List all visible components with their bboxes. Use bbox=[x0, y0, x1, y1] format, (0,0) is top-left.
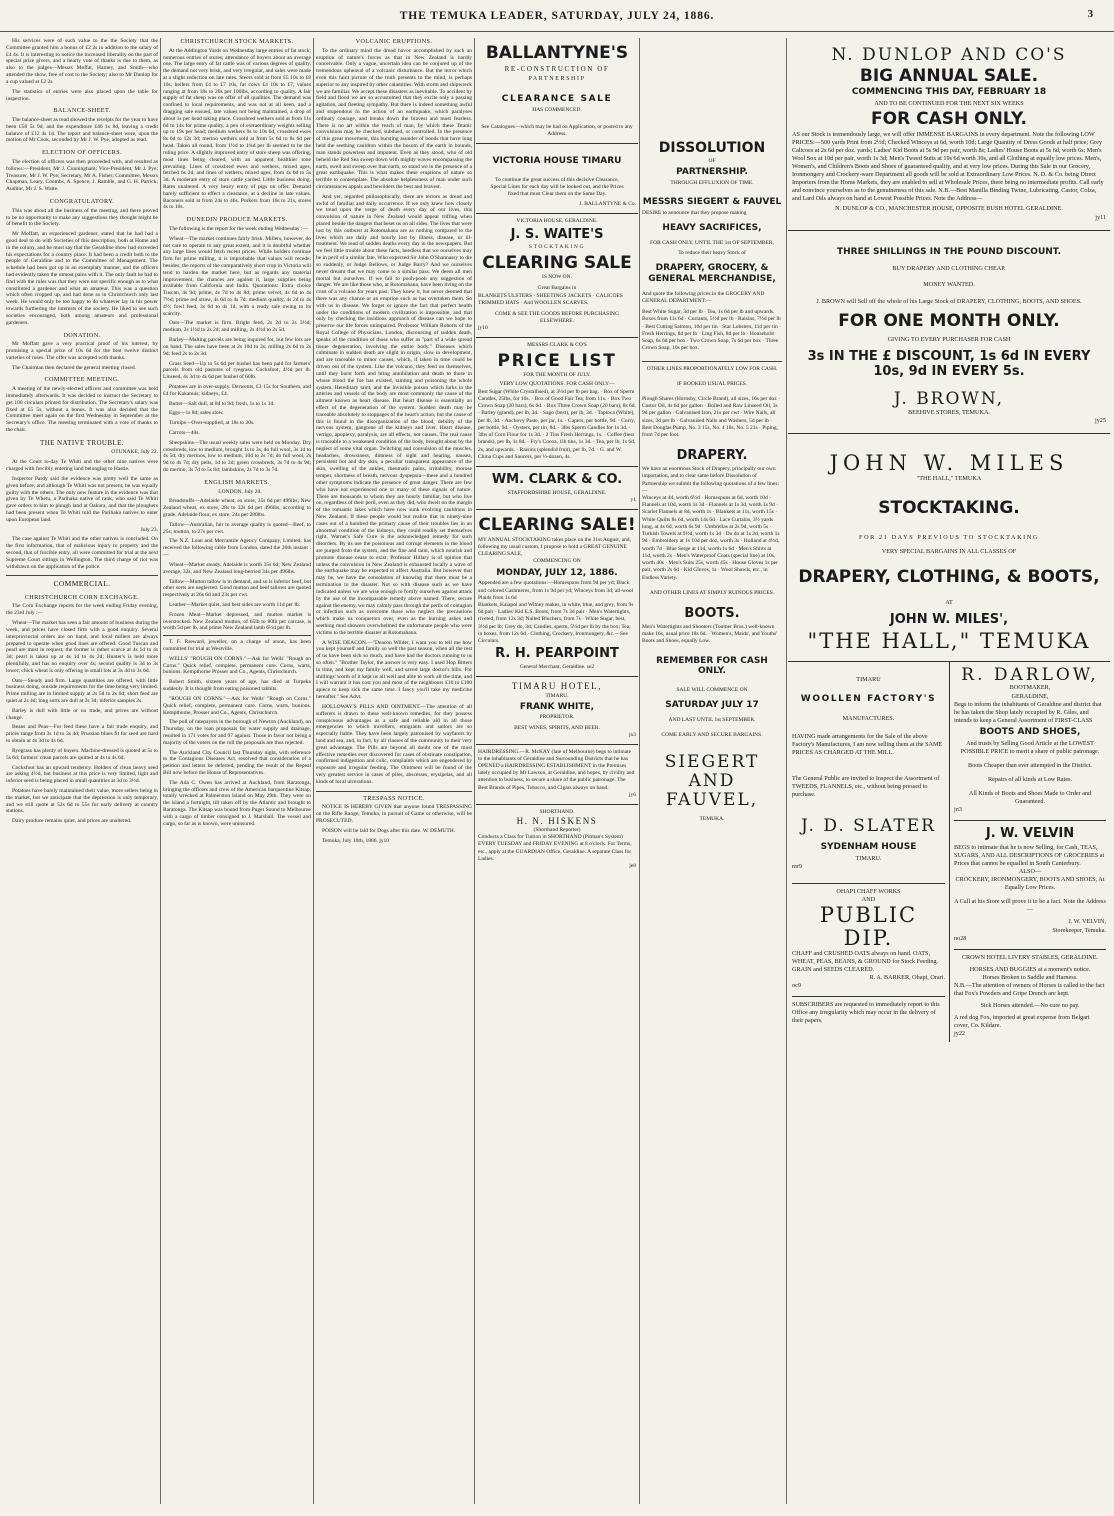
ad-heading: BIG ANNUAL SALE. bbox=[859, 65, 1039, 86]
ad-sign: "THE HALL," TEMUKA bbox=[807, 628, 1091, 653]
ad-hairdressing bbox=[476, 744, 638, 804]
ad-subscribers bbox=[792, 996, 945, 1025]
ad-code: jy22 bbox=[954, 1030, 966, 1038]
ad-heading: 3s IN THE £ DISCOUNT, 1s 6d IN EVERY 10s, 9d IN EVERY 5s. bbox=[807, 349, 1091, 380]
ad-title: R. DARLOW, bbox=[961, 664, 1099, 685]
ad-heading: REMEMBER FOR CASH ONLY. bbox=[656, 655, 768, 677]
ad-body: And quote the following prices in the GROCERY AND GENERAL DEPARTMENT:— bbox=[642, 290, 765, 304]
ad-line: GIVING TO EVERY PURCHASER FOR CASH bbox=[887, 336, 1011, 344]
paragraph: Oats—Steady and firm. Large quantities are offered, with little business doing, outside requirements for the time being very limited. Prime milling are in limited supply at 2s 5d to 2s 6d; short feed are quiet at 2s 4d; long sorts are dull at 2s 3d; inferior samples 2s. bbox=[6, 677, 158, 705]
paragraph: Mr Moffatt, an experienced gardener, stated that he had had a good deal to do with Societies of this description, both at Home and in the colony, and he must say that the Geraldine show had exceeded his expectations for a country place. It had been a credit both to the people of Geraldine and to the Committee of Management. The schedule had been got up in an exemplary manner, and the officers had evidently taken the utmost pains with it. The only fault he had to find with the rules was that they were not specific enough as to what constituted a gardener and what an amateur. This was a question which often cropped up, and had done so in Christchurch only last week. He would only be too happy to do whatever lay in his power towards furthering the interests of the society. He liked to see such societies encouraged, both among amateurs and professional gardeners. bbox=[6, 231, 158, 326]
ad-heading: COMMENCING THIS DAY, FEBRUARY 18 bbox=[851, 87, 1047, 98]
ad-body: Appended are a few quotations:—Homespuns from 9d per yd; Black and colored Cashmeres, from 1s 9d per yd; Winceys from 3d; all-wool Plaids from 1s 6d bbox=[478, 580, 634, 601]
column-rule bbox=[313, 38, 314, 1504]
paragraph: POISON will be laid for Dogs after this date. W. DEMUTH. bbox=[322, 827, 456, 834]
ad-row bbox=[788, 661, 1110, 1042]
column-rule bbox=[160, 38, 161, 1504]
ad-ballantyne bbox=[476, 38, 638, 143]
ad-code: jy10 bbox=[478, 325, 488, 332]
ad-line: General Merchant, Geraldine. se2 bbox=[519, 664, 595, 671]
ad-code: oc9 bbox=[792, 982, 801, 990]
ad-line: VERY SPECIAL BARGAINS IN ALL CLASSES OF bbox=[881, 547, 1017, 555]
ad-heading: BOOTS AND SHOES, bbox=[979, 726, 1081, 737]
ad-timaru-hotel bbox=[476, 676, 638, 744]
ad-line: AND OTHER LINES AT SIMPLY RUINOUS PRICES. bbox=[649, 589, 775, 596]
paragraph: Oats—The market is firm. Bright feed, 2s 2d to 2s 3½d; medium, 2s 1½d to 2s 2d; and milling, 2s 4½d to 2s 5d. bbox=[163, 320, 311, 334]
paragraph: A WISE DEACON.—"Deacon Wilder, I want you to tell me how you kept yourself and family so well the past season, when all the rest of us have been sick so much, and have had the doctors running to us so often." "Brother Taylor, the answer is very easy. I used Hop Bitters in time, and kept my family well, and saved large doctor's bills. For shillings' worth of it kept us all well and able to work all the time, and I will warrant it has cost you and most of the neighbours £10 to £100 apiece to keep sick the same time. I fancy you'll take my medicine hereafter." See Advt. bbox=[316, 639, 472, 701]
paragraph: The balance-sheet as read showed the receipts for the year to have been £58 5s 9d, and the expenditure £46 1s 8d, leaving a credit balance of £12 4s 1d. The report and balance-sheet were, upon the motion of Mr Cook, seconded by Mr J. W. Pye, adopted as read. bbox=[6, 117, 158, 144]
paragraph: Inspector Pardy said the evidence was pretty well the same as given before, and although Te Whiti was not present, he was equally guilty with the others. The only new feature in the evidence was that given by Te Whetu, a Parihaka native of rank, who said Te Whiti gave orders to him to plough land at Oakura, and that the ploughers had been present when Te Whiti told the Parihaka natives to enter upon European land. bbox=[6, 475, 158, 523]
paragraph: Wheat—The market has seen a fair amount of business during the week, and prices have closed firm with a good enquiry. Several interprovincial orders are on hand, and local millers are always prepared to operate when good lines are offered. Good Tuscan and pearl are most in request; the former is rather scarce at 4s 1d to 4s 3d; pearl is taken up at 4s 1d to 4s 2d; Hunter's is held more plentifully, and has no enquiry over 4s; second quality is 3d to 3s lower; chick wheat is only offering in small lots at 3s 4d to 3s 6d. bbox=[6, 620, 158, 674]
ad-sign: N. DUNLOP & CO., MANCHESTER HOUSE, OPPOSITE BUSH HOTEL GERALDINE. bbox=[835, 205, 1063, 213]
paragraph: Temuka, July 10th, 1886. jy10 bbox=[322, 837, 389, 844]
paragraph: The Corn Exchange reports for the week ending Friday evening, the 23rd July :— bbox=[6, 603, 158, 617]
ad-line: STOCKTAKING bbox=[528, 244, 586, 251]
paragraph: And yet, regarded philosophically, there are terrors as dread and awful of familiar and daily occurrence. If we only knew how closely we tread upon the verge of death every day of our lives, this convulsion of nature in New Zealand would appear trifling when placed beside the dangers that beset us on all sides. The lives that were lost by this outburst at Rotomahana are as nothing compared to the lives which are daily and hourly lost by illness, disease, or ill-treatment. We read of sudden deaths every day in the newspapers. But we feel little trouble about these facts, heedless that we ourselves may be in peril of a similar fate. Who expected Sir John O'Shannassy to die so suddenly, or Judge Bellows, or Judge Barry? And we ourselves never dreamt that we may come to a similar pass. We deem all men mortal but ourselves. If we fail to pooh-pooh any suggestion of danger. We are like those who, at Rotomahana, have been living on the crust of a volcano for years past. They knew it, but never deemed that there was any chance or an eruption such as has overtaken them. So with us in disease. We forget or ignore the fact that perfect health under the conditions of modern civilization is impossible, and that only by checking the insidious approach of disease can we hope to preserve our life forces unimpaired. Professor William Roberts of the Royal College of Physicians, London, discoursing of sudden death, speaks of the condition of those who suffer as "part of a wide spread tissue degeneration, involving the entire body." Diseases which culminate in sudden death are slight in origin, slow in development, and are traceable to minor causes, which, if taken in time could be driven out of the system. Like the volcano, they feed on themselves, until they burst forth and bring annihilation and death to those in whose blood the foe has existed, tainting and poisoning the whole system. Hereditary taint, and the invisible poison which lurks in the arteries and vessels of the body are most commonly the cause of the ailment known as heart disease. But heart disease is essentially an effect of the degeneration of the system. Sudden death may be traceable absolutely to stoppages of the heart's action, but the cause of this is found in the disorganization of the blood, debility of the nervous system, gangrene of the kidneys and liver. Heart disease, vertigo, apoplexy, paralysis, are all effects, not causes. The real cause is traceable to a weakened condition of the body, brought about by the neglect of some vital organ. Twitching and convulsion of the muscles, headaches, drowsiness, dimness of sight and hearing, nausea, persistent hot and dry skin, a peculiar transparent appearance of the skin, swelling of the ankles, rheumatic pains, irritability, morose temper, shortness of breath, nervous dyspepsia—these and a hundred other symptoms indicate the presence of great danger. There are few who have not experienced one or many of these signals of nature. There are thousands to whom they are hourly familiar, but who live on, regardless of their peril, even as they did, who dwelt on the margin of the romantic lakes which have now sunk evolving cauldrons in New Zealand. If these people would but realise that in ninety-nine cases out of a hundred the primary cause of their troubles lies in an abnormal condition of the kidneys, they could readily set themselves right. Warner's Safe Cure is the acknowledged remedy for such disorders. By its use the poisonous and corrupt elements in the blood are purged from the system, and the fine and taint, which nourish and promote disease cease to exist. Professor Hillary is of opinion that unless the convulsion in New Zealand is exhausted locally a wave of the earthquake may be expected to affect Australia. But however that may be, we have the consolation of knowing that there must be a termination to the disaster. Not so with disease such as we have indicated unless we are wise enough to fortify ourselves against attack by the use of the incomparable remedy above named. There, secure against the enemy, we may calmly pass through the perils of contagion or infection such as overcome those who neglect the precautions which make us conquerors over, even as the burning ashes and seething mud showers overwhelmed the unfortunate people who were victims to the terrible disaster at Rotomahana. bbox=[316, 193, 472, 636]
column-2 bbox=[163, 38, 311, 1504]
ad-line: VERY LOW QUOTATIONS. FOR CASH ONLY— bbox=[499, 381, 615, 388]
subheading: TRESPASS NOTICE. bbox=[316, 791, 472, 803]
paragraph: Robert Smith, sixteen years of age, has died at Turpeka suddenly. It is thought from eating poisoned rabbits. bbox=[163, 679, 311, 693]
ad-body: HAVING made arrangements for the Sale of the above Factory's Manufactures, I am now selling them at the SAME PRICES AS CHARGED AT THE MILL. bbox=[792, 732, 943, 756]
ad-title: PUBLIC DIP. bbox=[819, 902, 918, 950]
ad-wm-clark bbox=[476, 466, 638, 509]
paragraph: Sheepskins—The usual weekly sales were held on Monday. Dry crossbreds, low to medium, brought 1s to 3s, do full wool, 3s 1d to 4s 5d; dry merinos, low to medium, 10d to 2s 7d; do full wool, 2s 9d to 4s 7d; dry pelts, 1d to 2d; green crossbreds, 3s 7d to 4s 9d; do merino, 3s 7d to 5s 8d; lambskins, 2s 7d to 3s 7d. bbox=[163, 439, 311, 474]
ad-line: THROUGH EFFLUXION OF TIME. bbox=[670, 180, 754, 187]
ad-title: CROWN HOTEL LIVERY STABLES, GERALDINE. bbox=[961, 953, 1099, 961]
ad-heading: JOHN W. MILES', bbox=[889, 611, 1009, 627]
paragraph: Mr Moffatt gave a very practical proof of his interest, by promising a special prize of 10s 6d for the best twelve distinct varieties of roses. The offer was accepted with thanks. bbox=[6, 341, 158, 361]
ad-line: SALE WILL COMMENCE ON bbox=[676, 687, 748, 694]
ad-line: Repairs of all kinds at Low Rates. bbox=[987, 775, 1073, 783]
ad-line: FOR THE MONTH OF JULY. bbox=[523, 372, 591, 379]
ad-body: HAIRDRESSING.—R. McKAY (late of Melbourne) begs to intimate to the inhabitants of Geraldine and Surrounding Districts that he has OPENED a HAIRDRESSING ESTABLISHMENT in the Premises lately occupied by Mr Lawson, at Geraldine, and hopes, by civility and attention to business, to secure a share of the public patronage. The Best Brands of Pipes, Tobacco, and Cigars always on hand. bbox=[478, 748, 635, 791]
page-title: THE TEMUKA LEADER, SATURDAY, JULY 24, 1886. bbox=[399, 9, 715, 22]
ad-line: BOOTMAKER, bbox=[1009, 684, 1051, 692]
paragraph: NOTICE IS HEREBY GIVEN that anyone found TRESPASSING on the Rifle Range, Temuka, in pursuit of Game or otherwise, will be PROSECUTED. bbox=[316, 804, 472, 824]
ad-line: AT bbox=[945, 598, 953, 606]
ad-body: Conducts a Class for Tuition in SHORTHAND (Pitman's System) EVERY TUESDAY and FRIDAY EVENING at 8 o'clock. For Terms, etc., apply at the GUARDIAN Office, Geraldine. A separate Class for Ladies. bbox=[478, 834, 632, 862]
paragraph: To the ordinary mind the dread havoc accomplished by such an eruption of nature's forces as that in New Zealand is hardly conceivable. Only a vague, uncertain idea can be conjured up of the tremendous upheaval of a volcanic disturbance. But the terror which even this faint picture of the truth presents to the mind, is perhaps superior to any inspired by other calamities. With storm and shipwreck we are familiar. We accept these disasters as inevitable. To accident by field and flood we are so accustomed that they excite only a passing agitation, and fleeting sympathy. But there is indeed something awful and stupendous in the action of an earthquake, which paralyses ordinary courage, and breaks down the bravest and most fearless. There is no art within the reach of man, by which these Titanic convulsions may be checked, subdued, or controlled. In the presence of this great movement, this bursting asunder of bonds that have long held the seething cauldron within the bosom of the earth in bounds, man stands powerless and impotent. Even as they stood, who of old beheld the Red Sea sweep down with mighty waves encompassing the earth, swell and sweep over that earth, so stand we in the presence of a great earthquake. This is what makes these eruptions of nature so terrible to contemplate. The absolute helplessness of man under such circumstances appals and bewilders the best and bravest. bbox=[316, 47, 472, 190]
ad-code: jn3 bbox=[954, 805, 962, 813]
ad-body: To continue the great success of this decisive Clearance, Special Lines for each day will be looked out, and the Prices fixed that must Clear them on the Same Day. bbox=[490, 176, 624, 198]
ad-line: TIMARU. bbox=[545, 692, 569, 699]
ad-heading: PARTNERSHIP. bbox=[676, 167, 748, 178]
ad-body: CHAFF and CRUSHED OATS always on hand. OATS, WHEAT, PEAS, BEANS, & GROUND for Stock Feeding. GRAIN and SEEDS CLEARED. bbox=[792, 950, 939, 974]
ad-body: A red dog Fox, imported at great expense from Belgart cover, Co. Kildare. bbox=[954, 1014, 1090, 1030]
paragraph: The statistics of entries were also placed upon the table for inspection. bbox=[6, 88, 158, 102]
ad-body: Blankets, Kaiapoi and Witney makes, in white, blue, and grey, from 9s 6d pair · Ladies' Kid E.S. Boots, from 7s 3d pair · Men's Watertights, riveted, from 12s 3d; Nailed Bluchers, from 7s · White Sugar, best, 3½d per lb; Grey do, 3d; Candles, sperm, 5½d per lb by the box; Tea, in boxes, from 12s 6d · Clothing, Crockery, Ironmongery, &c.—See Circulars. bbox=[478, 601, 634, 645]
column-rule bbox=[474, 38, 475, 1504]
paragraph: The case against Te Whiti and the other natives is concluded. On the first information, that of malicious injury to property and the second, that of forcible entry, all were committed for trial at the next Supreme Court sittings in Wellington. The third charge of riot was withdrawn on the application of the police. bbox=[6, 536, 158, 570]
ad-heading: BOOTS. bbox=[684, 605, 740, 621]
ad-line: FOR 21 DAYS PREVIOUS TO STOCKTAKING bbox=[859, 533, 1039, 541]
ad-heading: CLEARANCE SALE bbox=[501, 93, 613, 104]
ad-line: BUY DRAPERY AND CLOTHING CHEAP. bbox=[892, 265, 1006, 273]
ad-price-list: Best White Sugar, 3d per lb · Tea, 1s 6d per lb and upwards. Boxes from 11s 6d · Currants, 5½d per lb · Raisins, 7½d per lb · Best Cutting Salmon, 10d per tin · Star Lobsters, 11d per tin · Fresh Herrings, 8d per lb · Ling Fish, 8d per lb · Household Soap, 6s 6d per box · Two Crown Soap, 7s 6d per box · Three Crown Soap, 10s per box. bbox=[642, 309, 781, 352]
paragraph: Breadstuffs—Adelaide wheat, ex store, 35s 6d per 496lbs; New Zealand wheat, ex store, 28s to 32s 6d per 496lbs, according to grade. Adelaide flour, ex store, 24s per 280lbs. bbox=[163, 498, 311, 518]
ad-sign: R. H. PEARPOINT bbox=[495, 646, 619, 662]
ad-line: VICTORIA HOUSE, GERALDINE. bbox=[516, 218, 598, 225]
ad-sign: R. A. BARKER, Ohapi, Orari. bbox=[869, 974, 945, 982]
ad-woollen-factory bbox=[788, 662, 949, 1042]
paragraph: Dairy produce remains quiet, and prices are unaltered. bbox=[12, 818, 132, 825]
section-heading: COMMERCIAL. bbox=[6, 575, 158, 588]
ad-heading: MONDAY, JULY 12, 1886. bbox=[496, 567, 618, 578]
ad-line: MANUFACTURES. bbox=[842, 714, 895, 722]
ad-line: AND TO BE CONTINUED FOR THE NEXT SIX WEEKS bbox=[874, 100, 1024, 108]
ad-brown bbox=[788, 230, 1110, 433]
ad-heading: DRAPERY, GROCERY, & GENERAL MERCHANDISE, bbox=[648, 263, 776, 284]
subheading: BALANCE-SHEET. bbox=[53, 107, 111, 115]
ad-code: jn3 bbox=[628, 731, 636, 738]
ad-miles bbox=[788, 433, 1110, 661]
ad-code: jy6 bbox=[628, 791, 636, 798]
ad-shorthand bbox=[476, 804, 638, 875]
paragraph: Wheat—The market continues fairly brisk. Millers, however, do not care to operate to any great extent, and it is doubtful whether any large lines would fetch recent prices. While holders continue firm for prime milling, it is improbable that values will recede; besides, the reports of the comparatively short crop in Victoria will tend to harden the market here, but as regards any material improvement, the chances are against it, large supplies being available from California and India. Quotations: Extra choice Tuscan, 4s 9d; prime, 4s 7d to 4s 8d; prime velvet, 4s 6d to 4s 7½d; prime red straw, 4s 6d to 4s 7d; medium quality, 4s 2d to 4s 4½; fowl feed, 3s 6d to 4s 1d, with a ready sale owing to its scarcity. bbox=[163, 235, 311, 317]
ad-body: And trusts by Selling Good Article at the LOWEST POSSIBLE PRICE to merit a share of public patronage. bbox=[960, 739, 1100, 755]
ad-line: Storekeeper, Temuka. bbox=[1052, 926, 1106, 934]
ad-title: WM. CLARK & CO. bbox=[491, 472, 623, 488]
subheading: DUNEDIN PRODUCE MARKETS. bbox=[186, 216, 288, 224]
ad-body: A Call at his Store will prove it to be a fact. Note the Address— bbox=[954, 898, 1106, 914]
ad-line: Boots Cheaper than ever attempted in the District. bbox=[967, 761, 1093, 769]
dateline: LONDON, July 20. bbox=[218, 488, 262, 495]
paragraph: The election of officers was then proceeded with, and resulted as follows:—President, Mr J. Cunningham; Vice-President, Mr J. Pye; Treasurer, Mr J. W. Pye; Secretary, Mr A. Fisher; Committee, Messrs Chapman, Leary, Coombs, A. Spence, J. Ramble, and G. H. Patrick; Auditor, Mr J. S. Waite. bbox=[6, 158, 158, 193]
paragraph: Carrots—40s. bbox=[169, 430, 200, 436]
ad-line: GERALDINE, bbox=[1011, 692, 1049, 700]
ad-crown-hotel bbox=[954, 949, 1106, 1039]
ad-line: BEEHIVE STORES, TEMUKA. bbox=[908, 408, 990, 416]
ad-code: y1 bbox=[630, 497, 636, 504]
column-4 bbox=[476, 38, 638, 1504]
paragraph: Tallow—Mutton tallow is in demand, and so is inferior beef, but other sorts are neglected. Good mutton and beef tallows are quoted respectively at 26s 6d and 23s per cwt. bbox=[163, 578, 311, 599]
ad-body: J. BROWN will Sell off the whole of his Large Stock of DRAPERY, CLOTHING, BOOTS, AND SHOES. bbox=[816, 297, 1082, 305]
ad-title: H. N. HISKENS bbox=[516, 816, 598, 826]
ad-heading: FOR CASH ONLY. bbox=[871, 109, 1027, 130]
ad-heading: CLEARING SALE bbox=[482, 252, 632, 273]
paragraph: Potatoes have barely maintained their value, more sellers being in the market, but we anticipate that the depression is only temporary, and we still quote at 52s 6d to 55s for early delivery at country stations. bbox=[6, 787, 158, 815]
masthead bbox=[0, 0, 1114, 32]
paragraph: Ryegrass has plenty of buyers. Machine-dressed is quoted at 5s to 5s 6d; farmers' clean parcels are quitted at 4s to 4s 6d. bbox=[6, 747, 158, 761]
column-rule bbox=[786, 38, 787, 1504]
dateline: July 23. bbox=[140, 526, 158, 533]
ad-line: ALSO— bbox=[1018, 868, 1042, 876]
subheading: CHRISTCHURCH STOCK MARKETS. bbox=[180, 38, 294, 45]
column-1 bbox=[6, 38, 158, 1504]
paragraph: Wheat—Market steady. Adelaide is worth 35s 6d; New Zealand average, 32s, and New Zealand long-berried 34s per 496lbs. bbox=[163, 561, 311, 575]
ad-line: Great Bargains in bbox=[537, 285, 577, 292]
subheading: COMMITTEE MEETING. bbox=[44, 376, 120, 384]
paragraph: Beans and Peas—For feed these have a fair trade enquiry, and prices range from 3s 1d to 3s 4d; Prussian blues fit for seed are hard to obtain at 4s 3d to 4s 6d. bbox=[6, 724, 158, 745]
ad-body: See Catalogues—which may be had on Application, or posted to any Address. bbox=[481, 123, 633, 137]
paragraph: Turnips—Over-supplied, at 18s to 20s. bbox=[169, 420, 255, 427]
ad-line: OHAPI CHAFF WORKS bbox=[836, 887, 901, 895]
ad-code: jy11 bbox=[1095, 213, 1106, 221]
ad-line: HAS COMMENCED. bbox=[532, 106, 582, 113]
ad-line: BEST WINES, SPIRITS, AND BEER. bbox=[514, 724, 600, 731]
ad-line: Horses Broken to Saddle and Harness. bbox=[982, 973, 1078, 981]
ad-line: IS NOW ON. bbox=[542, 274, 572, 281]
paragraph: Frozen Meat—Market depressed, and mutton market is overstocked. New Zealand mutton, of 65lb to 80lb per carcase, is worth 5d per lb, and prime New Zealand lamb 6½d per lb. bbox=[163, 611, 311, 632]
subheading: CHRISTCHURCH CORN EXCHANGE. bbox=[24, 593, 140, 601]
ad-code: mr9 bbox=[792, 862, 802, 870]
ad-price-list: Best Sugar (White Crystallised), at 3½d per lb per bag. · Box of Sperm Candles, 25lbs, for 10s. · Box of Good Fair Tea, from 11s. · Box Two Crown Soap (20 bars), 6s 6d. · Box Three Crown Soap (20 bars), 8s 6d. · Barley (grand), per lb, 3d. · Sago (best), per lb, 3d. · Tapioca (White), per lb, 3d. · Anchovy Paste, per jar, 1s. · Capers, per bottle, 9d. · Curry, per bottle, 9d. · Oysters, per tin, 8d. · 3lbs Sperm Candles for 1s 3d. · 3lbs of Corn Flour for 1s 3d. · 2 Tins Fresh Herrings, 1s. · Coffee (best brands), per lb, 1s 8d. · Fry's Cocoa, 1lb tins, 1s 3d. · Tea, per lb, 1s 6d, 2s, and upwards. · Raisins (splendid fruit), per lb, 7d. · G. and W. China Cups and Saucers, per ½-dozen, 4s. bbox=[478, 388, 636, 460]
ad-line: TIMARU bbox=[856, 675, 881, 683]
ad-body: Men's Watertights and Shooters (Toomer Bros.) well-known make 16s, usual price 18s 6d. · Women's, Maids', and Youths' Boots and Shoes, equally Low. bbox=[642, 623, 778, 645]
ad-body: DESIRE to announce that they propose making bbox=[642, 209, 747, 216]
ad-sign: SIEGERT AND FAUVEL, bbox=[664, 752, 760, 810]
ad-line: COMMENCING ON bbox=[533, 558, 581, 565]
paragraph: His services were of such value to the the Society that the Committee granted him a bonus of £2 2s in addition to the salary of £4 4s. It is interesting to notice the increased liberality on the part of special prize givers, and a hearty vote of thanks is due to them, as also to the judges—Messrs Moffat, Harney, and Smith—who attended the show, free of cost to the Society; also to Mr Dunlop for a cup valued at £2 2s. bbox=[6, 38, 158, 85]
subheading: VOLCANIC ERUPTIONS. bbox=[355, 38, 433, 45]
ad-code: jy25 bbox=[1094, 416, 1106, 424]
ad-heading: STOCKTAKING. bbox=[878, 498, 1020, 519]
ad-line: AND bbox=[861, 895, 876, 903]
paragraph: HOLLOWAY'S PILLS AND OINTMENT.—The attention of all sufferers is drawn to these well-known remedies, for they possess conspicuous advantages as a safe and reliable aid in all those emergencies to which travellers, emigrants and sailors are so especially liable. They have been largely patronised by wayfarers by land and sea, and, in fact, by all classes of the community to their very great advantage. The Pills are beyond all doubt one of the most effective remedies ever discovered for cases of obstinate constipation, confirmed indigestion and colic, complaints which are engendered by exposure and irregular feeding. The Ointment will be found of the very greatest service in cases of piles, abscesses, erysipelas, and all kinds of local ulcerations. bbox=[316, 703, 472, 785]
ad-line: IF BOOKED USUAL PRICES. bbox=[676, 380, 748, 387]
ad-line: COME EARLY AND SECURE BARGAINS. bbox=[661, 732, 763, 739]
ad-line: SHORTHAND. bbox=[539, 808, 575, 815]
ad-velvin bbox=[954, 820, 1106, 943]
paragraph: The Chairman then declared the general meeting closed. bbox=[12, 364, 137, 371]
ad-heading: FOR ONE MONTH ONLY. bbox=[838, 310, 1060, 331]
dateline: OTUNAKE, July 22. bbox=[111, 449, 158, 456]
ad-line: MONEY WANTED. bbox=[923, 281, 975, 289]
paragraph: A meeting of the newly-elected officers and committee was held immediately afterwards. It was decided to instruct the Secretary to get 100 circulars printed for distribution. The Secretary's salary was fixed at £5 5s, without a bonus. It was also decided that the Committee meet again on the first Wednesday in September at the Secretary's office. The meeting terminated with a vote of thanks to the chair. bbox=[6, 386, 158, 433]
ad-heading: DRAPERY, CLOTHING, & BOOTS, bbox=[798, 567, 1100, 587]
paragraph: WELLS' "ROUGH ON CORNS."—Ask for Wells' "Rough on Corns." Quick relief, complete, permanent cure. Corns, warts, bunions. Kempthorne Prosser and Co., Agents, Christchurch. bbox=[163, 655, 311, 676]
ad-body: N.B.—The attention of owners of Horses is called to the fact that Fox's Powders and Gripe Drench are kept. bbox=[954, 981, 1105, 997]
ad-siegert-fauvel bbox=[640, 38, 784, 828]
ad-dunlop bbox=[788, 38, 1110, 230]
subheading: ELECTION OF OFFICERS. bbox=[41, 149, 123, 157]
ad-line: AND LAST UNTIL 1st SEPTEMBER. bbox=[668, 717, 756, 724]
ad-body: BEGS to intimate that he is now Selling, for Cash, TEAS, SUGARS, AND ALL DESCRIPTIONS OF GROCERIES at Prices that cannot be equalled in South Canterbury. bbox=[954, 843, 1105, 868]
paragraph: Grass Seed—Up to 5s 6d per bushel has been paid for farmers' parcels from old pastures of ryegrass. Cocksfoot, 4½d per lb. Linseed, 4s 3d to 4s 6d per bushel of 60lb. bbox=[163, 360, 311, 381]
ad-line: OTHER LINES PROPORTIONATELY LOW FOR CASH. bbox=[642, 361, 782, 373]
ad-ohapi bbox=[792, 883, 945, 991]
column-5 bbox=[640, 38, 784, 1504]
paragraph: Barley—Malting parcels are being inquired for, but few lots are on hand. The sales have been at 2s 10d to 3s; milling 2s 6d to 2s 9d; feed 2s to 2s 3d. bbox=[163, 337, 311, 357]
paragraph: Leather—Market quiet, and best sides are worth 11d per lb. bbox=[169, 601, 300, 608]
ad-pearpoint bbox=[476, 509, 638, 676]
ad-line: TIMARU. bbox=[855, 854, 882, 862]
paragraph: Cocksfoot has an upward tendency. Holders of clean heavy seed are asking 4½d, but business at this price is very limited, light and inferior seed is being placed in small quantities at 3d to 3½d. bbox=[6, 764, 158, 785]
paragraph: The following is the report for the week ending Wednesday :— bbox=[169, 225, 309, 232]
paragraph: The Ada C. Owen has arrived at Auckland, from Raratonga, bringing the officers and crew of the American barquentine Kitsap, totally wrecked at Palmerston Island on May 29th. They were on the island a fortnight, till taken off by the Atlantic and brought to Raratonga. The Kitsap was bound from Puget Sound to Melbourne with a cargo of timber consigned to J. Marshall. The vessel and cargo, so far as is known, were uninsured. bbox=[163, 779, 311, 827]
ad-heading: THREE SHILLINGS IN THE POUND DISCOUNT. bbox=[837, 246, 1061, 257]
ad-body: AS our Stock is tremendously large, we will offer IMMENSE BARGAINS in every department. Note the following LOW PRICES:—500 yards Print from 2½d; Checked Winceys at 6d, worth 10d; Large Quantity of Dress Goods at half price; Grey Calicoes at 2s 6d per doz. yards; Ladies' Kid Boots at 5s 9d per pair, worth 8s; Ladies' House Boots at 5s 6d, worth 6s; Men's Wool Sox at 10d per pair, worth 1s 3d; Men's Tweed Suits at 19s 6d worth 30s, and all Clothing at equally low prices. Men's, Women's, and Children's Boots and Shoes of guaranteed quality, and at very low prices. During this Sale in our Grocery, Ironmongery and Crockery-ware Department all goods will be sold at Extraordinary Low Prices. N. D. & Co. being Direct Importers from the Home Markets, they are enabled to sell at Wholesale Prices, there being no intermediate profits. Call early and convince yourselves as to the genuineness of this sale. N.B.—Best Manilla Binding Twine, Lubricating, Castor, Colza, and Lard Oils always on hand at Lowest Possible Prices. Note the Address— bbox=[792, 130, 1104, 203]
paragraph: At the Addington Yards on Wednesday large entries of fat stock; numerous entries of stores; attendance of buyers about an average one. The large entry of fat cattle was of various degrees of quality, the demand not very brisk, and very irregular, and sales were made at a slight reduction on late rates. Steers sold at from £5 10s to £8 10s, heifers from £4 to £7 10s, fat cows £4 10s to £7, values ranging at from 18s to 20s per 100lbs, according to quality. A fair supply of fat sheep was on offer of all qualities. The demand was confined to local requirements, and was not at all keen, and a dragging sale ensued, late values not being maintained, a drop of about 1s per head taking place. Crossbred wethers sold at from 11s 6d to 14s for prime quality, a pen of extraordinary weights selling up to 19s per head; medium wethers 9s to 10s 6d, crossbred ewes 8s 6d to 12s 3d; merino wethers sold at from 5s 6d to 8s 6d per head. Taken all round, from 1½d to 1¾d per lb seemed to be the ruling price. A slightly improved entry of store sheep was offering, most lines being cleared, with an apparent healthier tone prevailing. Lines of crossbred ewes and wethers, mixed ages, fetched 6s 2d, and lines of wethers, mixed ages, from 4s 6d to 5s 3d. A moderate entry of store cattle yarded. Little business doing. Rates unaltered. A very heavy entry of pigs on offer. Demand barely sufficient to effect a clearance, at a decline in late values. Baconers sold at from 24s to 46s. Porkers from 16s to 21s, stores 4s to 10s. bbox=[163, 47, 311, 211]
ad-heading: SATURDAY JULY 17 bbox=[665, 700, 759, 711]
paragraph: Butter—Salt dull, at 8d to 9d; fresh, 1s to 1s 1d. bbox=[169, 400, 275, 407]
paragraph: The poll of ratepayers in the borough of Newton (Auckland), on Thursday, on the loan proposals for water supply and drainage, resulted in 171 votes for and 97 against. Those in favor not being a majority of the voters on the roll the proposals are thus rejected. bbox=[163, 719, 311, 746]
ad-line: Sick Horses attended.—No cure no pay. bbox=[980, 1001, 1080, 1009]
ad-waite bbox=[476, 213, 638, 337]
ad-line: PARTNERSHIP bbox=[528, 76, 586, 83]
subheading: ENGLISH MARKETS. bbox=[204, 478, 270, 486]
ad-line: MESSRS CLARK & CO'S bbox=[527, 342, 587, 349]
ad-body: We have an enormous Stock of Drapery, principally our own importation, and to clear same before Dissolution of Partnership we submit the following quotations of a few lines:— bbox=[642, 466, 780, 494]
ad-title: PRICE LIST bbox=[497, 350, 617, 371]
ad-body: BLANKETS ULSTERS · SHEETINGS JACKETS · CALICOES TRIMMED HATS · And WOOLLEN SCARVES. bbox=[478, 292, 623, 306]
ad-price-list: Winceys at 4d, worth 6½d · Homespuns at 6d, worth 10d · Flannels at 10d, worth 1s 3d · Flannels at 1s 3d, worth 1s 9d · Scarlet Flannels at 8d, worth 1s · Blankets at 11s, worth 15s · White Quilts 8s 6d, worth 14s 6d · Lace Curtains, 3½ yards long, at 4s 6d, worth 6s 9d · Umbrellas at 2s 9d, worth 5s · Turkish Towels at 9½d, worth 1s 3d · Do do at 1s 2d, worth 1s 9d · Embroidery at 1s 10d per doz, worth 3s · Holland at 4½d, worth 7d · Blue Serge at 11d, worth 1s 6d · Men's Shirts at 11d, worth 2s · Men's Waterproof Coats (special line) at 10s, worth 40s · Men's Suits 25s, worth 45s · House Gloves 1s per pair, worth 2s 6d · Kid Gloves, 1s · Wool Shawls, etc., in Endless Variety. bbox=[642, 494, 780, 581]
ad-sign: J. BROWN, bbox=[893, 389, 1005, 410]
ad-sign: J. D. SLATER bbox=[801, 816, 936, 837]
ad-code: no28 bbox=[954, 934, 967, 942]
ad-title: DISSOLUTION bbox=[658, 140, 766, 156]
ad-title: J. W. VELVIN bbox=[985, 826, 1075, 842]
ad-victoria-house bbox=[476, 143, 638, 213]
ad-line: "THE HALL," TEMUKA bbox=[916, 475, 982, 483]
page-number: 3 bbox=[1087, 8, 1094, 20]
ad-sign: J. W. VELVIN, bbox=[1068, 918, 1106, 926]
paragraph: "ROUGH ON CORNS."—Ask for Wells' "Rough on Corns." Quick relief, complete, permanent cure. Corns, warts, bunions. Kempthorne, Prosser and Co., Agents, Christchurch. bbox=[163, 695, 311, 716]
ad-heading: HEAVY SACRIFICES, bbox=[662, 223, 762, 234]
ad-heading: SYDENHAM HOUSE bbox=[820, 841, 917, 852]
ad-title: JOHN W. MILES bbox=[829, 451, 1069, 476]
column-6 bbox=[788, 38, 1110, 1504]
ad-code: je8 bbox=[629, 862, 636, 869]
ad-heading: MESSRS SIEGERT & FAUVEL bbox=[642, 197, 782, 208]
ad-body: HORSES AND BUGGIES at a moment's notice. bbox=[969, 965, 1091, 973]
ad-darlow bbox=[949, 662, 1110, 1042]
ad-title: J. S. WAITE'S bbox=[510, 226, 604, 242]
ad-body: SUBSCRIBERS are requested to immediately report to this Office any irregularity which may occur in the delivery of their papers. bbox=[792, 1001, 940, 1025]
paragraph: Potatoes are in over-supply. Derwents, £3 15s for Southern, and £4 for Kakanuis; kidneys, £4. bbox=[163, 383, 311, 397]
paragraph: The Auckland City Council last Thursday night, with reference to the Contagious Diseases Act, resolved that consideration of a petition and letters be deferred, pending the result of the Repeal Bill now before the House of Representatives. bbox=[163, 749, 311, 776]
paragraph: At the Court to-day Te Whiti and the other nine natives were charged with forcibly entering land belonging to Hastie. bbox=[6, 459, 158, 473]
paragraph: T. F. Rseward, jeweller, on a charge of arson, has been committed for trial at Westville. bbox=[163, 635, 311, 653]
ad-heading: VICTORIA HOUSE TIMARU bbox=[492, 156, 622, 167]
ad-line: All Kinds of Boots and Shoes Made to Order and Guaranteed. bbox=[968, 789, 1092, 805]
ad-title: WOOLLEN FACTORY'S bbox=[800, 693, 937, 704]
ad-title: BALLANTYNE'S bbox=[485, 43, 629, 63]
ad-body: CROCKERY, IRONMONGERY, BOOTS AND SHOES, At Equally Low Prices. bbox=[955, 876, 1105, 892]
ad-sign: J. BALLANTYNE & Co. bbox=[579, 201, 636, 208]
paragraph: The N.Z. Loan and Mercantile Agency Company, Limited, has received the following cable from London, dated the 20th instant :— bbox=[163, 538, 311, 559]
ad-title: N. DUNLOP AND CO'S bbox=[831, 45, 1067, 65]
ad-price-list: Plough Shares (Hornsby, Circle Brand), all sizes, 16s per doz · Castor Oil, 4s 6d per gallon · Boiled and Raw Linseed Oil, 3s 9d per gallon · Galvanised Iron, 21s per cwt · Wire Nails, all sizes, 3d per lb · Galvanised Nails and Washers, 5d per lb · Best Douglas Pump, No. 3 15s, No. 4 18s, No. 5 21s · Piping, from 7d per foot. bbox=[642, 395, 780, 439]
subheading: DONATION. bbox=[63, 331, 101, 339]
ad-body: The General Public are invited to Inspect the Assortment of TWEEDS, FLANNELS, etc., without being pressed to purchase. bbox=[792, 774, 940, 799]
ad-line: TEMUKA. bbox=[699, 815, 725, 822]
paragraph: Tallow—Australian, fair to average quality is quoted—Beef, to 25s; mutton, to 27s per cwt. bbox=[163, 521, 311, 535]
paragraph: Eggs—1s 8d; sales slow. bbox=[169, 410, 224, 417]
ad-heading: FRANK WHITE, bbox=[519, 701, 595, 712]
paragraph: Barley is dull with little or no trade, and prices are without change. bbox=[6, 707, 158, 721]
ad-heading: DRAPERY. bbox=[676, 448, 748, 464]
ad-line: STAFFORDSHIRE HOUSE, GERALDINE. bbox=[507, 490, 607, 497]
ad-line: (Shorthand Reporter) bbox=[533, 827, 581, 834]
paragraph: This was about all the business of the meeting, and there proved to be no opportunity to make any suggestions they thought might be of benefit to the Society. bbox=[6, 207, 158, 228]
ad-line: COME & SEE THE GOODS BEFORE PURCHASING ELSEWHERE. bbox=[495, 311, 619, 325]
ad-body: Begs to inform the inhabitants of Geraldine and district that he has taken the Shop lately occupied by R. Giles, and intends to keep a General Assortment of FIRST-CLASS bbox=[954, 700, 1102, 724]
ad-line: PROPRIETOR. bbox=[539, 714, 575, 721]
subheading: CONGRATULATORY. bbox=[49, 198, 115, 205]
ad-line: OF bbox=[708, 158, 716, 165]
ad-title: CLEARING SALE! bbox=[478, 515, 636, 536]
ad-line: FOR CASH ONLY, UNTIL THE 1st OF SEPTEMBER, bbox=[650, 239, 774, 246]
ad-clark-price-list bbox=[476, 337, 638, 466]
ad-line: RE-CONSTRUCTION OF bbox=[504, 64, 610, 73]
section-heading: THE NATIVE TROUBLE. bbox=[40, 438, 124, 447]
ad-line: To reduce their heavy Stock of bbox=[678, 250, 746, 257]
column-3 bbox=[316, 38, 472, 1504]
ad-title: TIMARU HOTEL, bbox=[511, 681, 603, 692]
ad-body: MY ANNUAL STOCKTAKING takes place on the 31st August, and, following my usual custom, I propose to hold a GREAT GENUINE CLEARING SALE, bbox=[478, 537, 631, 558]
